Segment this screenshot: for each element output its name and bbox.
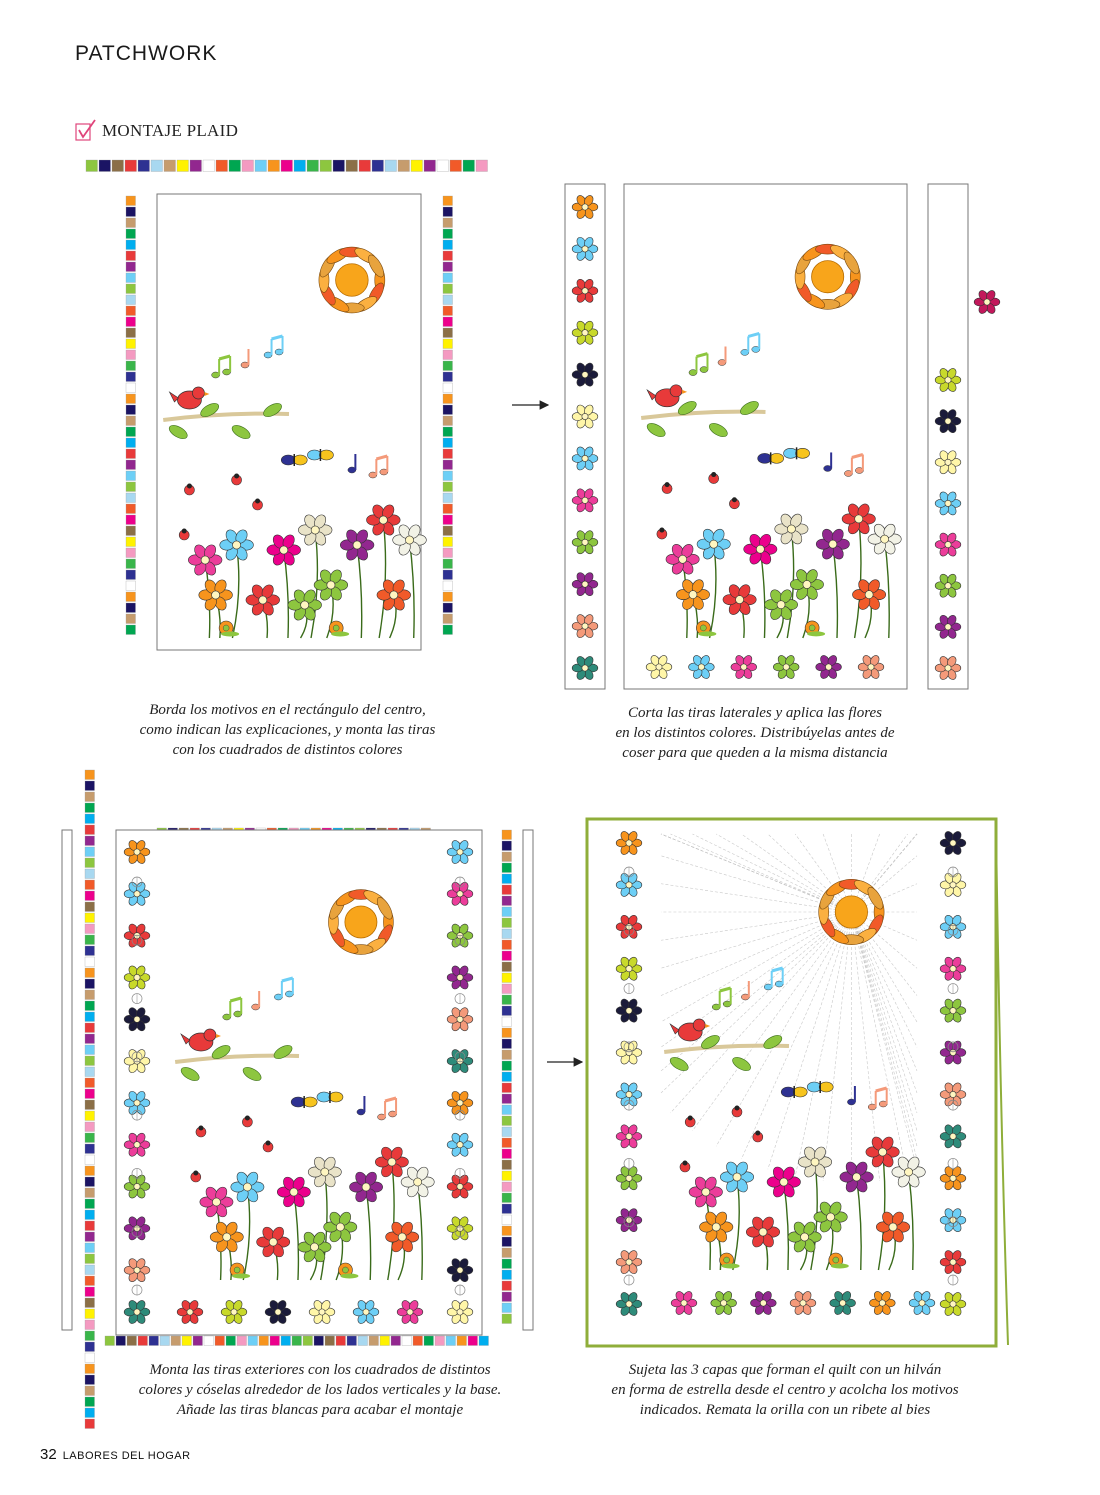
caption-step-2-line-3: coser para que queden a la misma distancia (622, 745, 888, 761)
butterfly-icon (807, 1081, 833, 1093)
loose-square-strip-top (86, 160, 488, 172)
caption-step-2-line-1: Corta las tiras laterales y aplica las flores (627, 705, 883, 721)
caption-step-4 (575, 1360, 995, 1420)
loose-square-strip-left (85, 770, 95, 1429)
butterfly-icon (758, 452, 784, 464)
outer-square-strip-bottom (105, 1336, 489, 1346)
white-side-strip-left (565, 184, 605, 689)
center-panel-step-1 (157, 194, 421, 650)
loose-flower-icon (974, 289, 1000, 315)
magazine-name: LABORES DEL HOGAR (62, 1450, 191, 1462)
caption-step-2 (575, 703, 935, 763)
caption-step-1-line-1: Borda los motivos en el rectángulo del centro, (149, 702, 426, 718)
outer-square-strip-right (502, 830, 512, 1324)
butterfly-icon (281, 454, 307, 466)
butterfly-icon (307, 449, 333, 461)
caption-step-1-line-3: con los cuadrados de distintos colores (172, 742, 403, 758)
page-number: 32 (40, 1446, 57, 1463)
caption-step-2-line-2: en los distintos colores. Distribúyelas antes de (615, 725, 895, 741)
caption-step-1 (110, 700, 465, 760)
white-outer-strip-left (62, 830, 72, 1330)
finished-quilt-binding (587, 819, 996, 1346)
section-header: PATCHWORK (75, 42, 218, 65)
page-footer (40, 1446, 191, 1463)
square-strip-left (126, 196, 136, 635)
caption-step-4-line-3: indicados. Remata la orilla con un ribete al bies (639, 1402, 931, 1418)
caption-step-3-line-2: colores y cóselas alrededor de los lados verticales y la base. (138, 1382, 502, 1398)
white-side-strip-right (928, 184, 968, 689)
white-outer-strip-right (523, 830, 533, 1330)
caption-step-3-line-1: Monta las tiras exteriores con los cuadrados de distintos (149, 1362, 491, 1378)
caption-step-1-line-2: como indican las explicaciones, y monta las tiras (139, 722, 436, 738)
caption-step-3-line-3: Añade las tiras blancas para acabar el montaje (176, 1402, 464, 1418)
butterfly-icon (291, 1096, 317, 1108)
square-strip-right (443, 196, 453, 635)
butterfly-icon (317, 1091, 343, 1103)
caption-step-3 (100, 1360, 540, 1420)
butterfly-icon (784, 447, 810, 459)
subsection-title: MONTAJE PLAID (102, 121, 239, 140)
butterfly-icon (781, 1086, 807, 1098)
caption-step-4-line-1: Sujeta las 3 capas que forman el quilt con un hilván (628, 1362, 942, 1378)
caption-step-4-line-2: en forma de estrella desde el centro y acolcha los motivos (611, 1382, 959, 1398)
bias-binding-tail (996, 830, 1008, 1345)
